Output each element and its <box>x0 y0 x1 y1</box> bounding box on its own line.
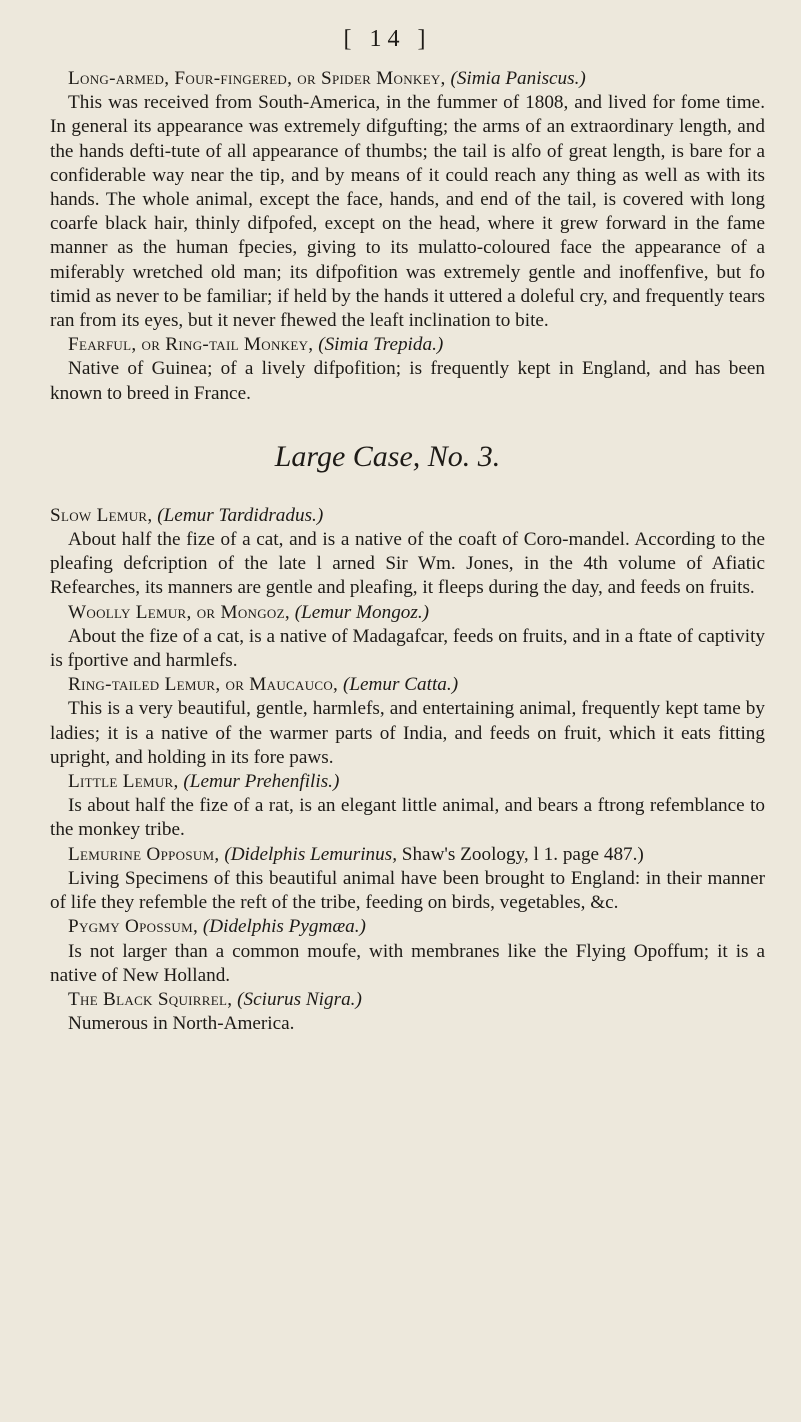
entry-description: Numerous in North-America. <box>68 1013 295 1035</box>
entry-heading: Slow Lemur, <box>50 504 153 526</box>
reference-note: Shaw's Zoology, l 1. page 487.) <box>397 843 644 865</box>
scientific-name: (Didelphis Lemurinus, <box>224 843 397 865</box>
entry-spider-monkey <box>50 67 765 91</box>
entry-heading: Ring-tailed Lemur, or Maucauco, <box>68 674 339 696</box>
entry-description: Living Specimens of this beautiful animal have been brought to England: in their manner of life they refemble the reft of the tribe, feeding on birds, vegetables, &c. <box>50 867 765 914</box>
entry-pygmy-opossum <box>50 915 765 939</box>
entry-ring-tail-monkey <box>50 333 765 357</box>
entry-description: This is a very beautiful, gentle, harmlefs, and entertaining animal, frequently kept tame by ladies; it is a native of the warmer parts of India, and feeds on fruit, which it eats fitting upright, and holding in its fore paws. <box>50 698 765 768</box>
entry-description: About the fize of a cat, is a native of Madagafcar, feeds on fruits, and in a ftate of captivity is fportive and harmlefs. <box>50 625 765 672</box>
entry-woolly-lemur <box>50 601 765 625</box>
entry-heading: Lemurine Opposum, <box>68 843 220 865</box>
scientific-name: (Didelphis Pygmæa.) <box>202 916 366 938</box>
entry-little-lemur <box>50 770 765 794</box>
scientific-name: (Simia Trepida.) <box>318 334 444 356</box>
entry-description: Is not larger than a common moufe, with membranes like the Flying Opoffum; it is a native of New Holland. <box>50 940 765 986</box>
entry-black-squirrel <box>50 988 765 1012</box>
entry-heading: Little Lemur, <box>68 771 179 793</box>
entry-heading: Long-armed, Four-fingered, or Spider Monkey, <box>68 68 446 89</box>
scientific-name: (Lemur Tardidradus.) <box>157 504 324 526</box>
entry-description: Is about half the fize of a rat, is an elegant little animal, and bears a ftrong refemblance to the monkey tribe. <box>50 795 765 841</box>
entry-heading: The Black Squirrel, <box>68 988 233 1010</box>
entry-description: About half the fize of a cat, and is a native of the coaft of Coro-mandel. According to the pleafing defcription of the late l arned Sir Wm. Jones, in the 4th volume of Afiatic Refearches, its manners are gentle and pleafing, it fleeps during the day, and feeds on fruits. <box>50 529 765 599</box>
entry-heading: Woolly Lemur, or Mongoz, <box>68 601 290 623</box>
entry-heading: Fearful, or Ring-tail Monkey, <box>68 334 314 356</box>
entry-description: This was received from South-America, in the fummer of 1808, and lived for fome time. In general its appearance was extremely difgufting; the arms of an extraordinary length, and the hands defti-tute of all appearance of thumbs; the tail is alfo of great length, is bare for a confiderable way near the tip, and by means of it could reach any thing as well as with its hands. The whole animal, except the face, hands, and end of the tail, is covered with long coarfe black hair, thinly difpofed, except on the head, where it grew forward in the fame manner as the human fpecies, giving to its mulatto-coloured face the appearance of a miferably wretched old man; its difpofition was extremely gentle and inoffenfive, but fo timid as never to be familiar; if held by the hands it uttered a doleful cry, and frequently tears ran from its eyes, but it never fhewed the leaft inclination to bite. <box>50 92 765 332</box>
scientific-name: (Lemur Prehenfilis.) <box>183 771 340 793</box>
entry-heading: Pygmy Opossum, <box>68 916 199 938</box>
scientific-name: (Lemur Catta.) <box>342 674 459 696</box>
section-heading: Large Case, No. 3. <box>274 439 501 473</box>
entry-ring-tailed-lemur <box>50 673 765 697</box>
scientific-name: (Simia Paniscus.) <box>450 68 586 89</box>
page-number: [ 14 ] <box>343 26 432 52</box>
scientific-name: (Sciurus Nigra.) <box>237 988 362 1010</box>
scientific-name: (Lemur Mongoz.) <box>294 601 430 623</box>
entry-lemurine-opposum <box>50 843 765 867</box>
entry-description: Native of Guinea; of a lively difpofition; is frequently kept in England, and has been known to breed in France. <box>50 358 765 404</box>
entry-slow-lemur <box>50 504 765 528</box>
